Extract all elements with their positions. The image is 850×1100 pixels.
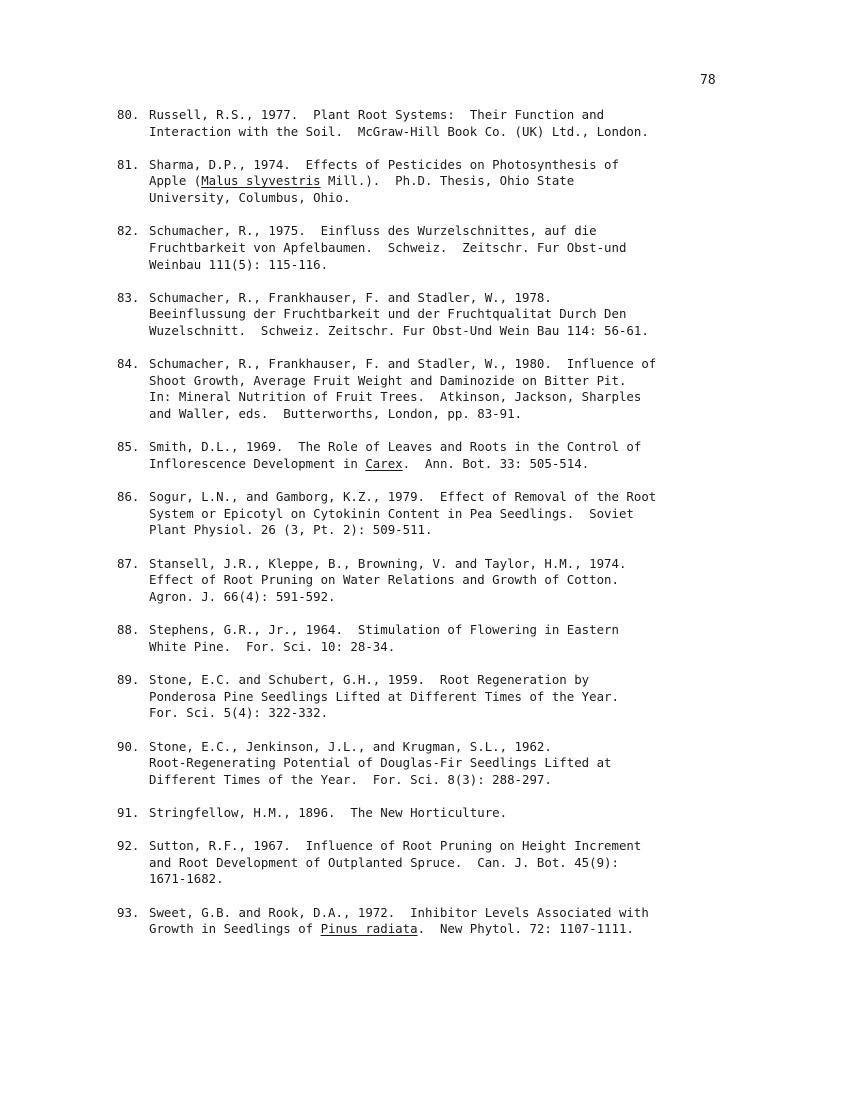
reference-line xyxy=(149,489,737,506)
reference-line xyxy=(149,838,737,855)
reference-text: Interaction with the Soil. McGraw-Hill Book Co. (UK) Ltd., London. xyxy=(149,123,649,139)
reference-text: Different Times of the Year. For. Sci. 8(3): 288-297. xyxy=(149,771,552,787)
reference-text: Growth in Seedlings of xyxy=(149,921,321,937)
reference-text: System or Epicotyl on Cytokinin Content in Pea Seedlings. Soviet xyxy=(149,505,634,521)
reference-line xyxy=(149,622,737,639)
reference-line xyxy=(149,589,737,606)
reference-number: 84. xyxy=(117,356,140,372)
reference-line xyxy=(149,223,737,240)
reference-line xyxy=(149,921,737,938)
reference-number: 83. xyxy=(117,289,140,305)
reference-entry xyxy=(117,157,737,207)
reference-text: Schumacher, R., Frankhauser, F. and Stadler, W., 1980. Influence of xyxy=(149,356,657,372)
reference-text: Apple ( xyxy=(149,173,202,189)
reference-number: 87. xyxy=(117,555,140,571)
reference-number: 89. xyxy=(117,672,140,688)
reference-text: 1671-1682. xyxy=(149,871,224,887)
reference-line xyxy=(149,290,737,307)
reference-number: 85. xyxy=(117,439,140,455)
reference-text: Stone, E.C. and Schubert, G.H., 1959. Root Regeneration by xyxy=(149,672,590,688)
reference-number: 80. xyxy=(117,107,140,122)
reference-text: Sharma, D.P., 1974. Effects of Pesticides on Photosynthesis of xyxy=(149,156,619,172)
reference-text: Schumacher, R., Frankhauser, F. and Stadler, W., 1978. xyxy=(149,289,552,305)
reference-line xyxy=(149,439,737,456)
reference-line xyxy=(149,190,737,207)
reference-entry xyxy=(117,107,737,140)
reference-entry xyxy=(117,838,737,888)
reference-line xyxy=(149,306,737,323)
reference-line xyxy=(149,639,737,656)
reference-line xyxy=(149,389,737,406)
reference-entry xyxy=(117,356,737,422)
reference-entry xyxy=(117,290,737,340)
reference-line xyxy=(149,157,737,174)
reference-line xyxy=(149,855,737,872)
reference-text: and Waller, eds. Butterworths, London, pp. 83-91. xyxy=(149,406,522,422)
reference-text: Effect of Root Pruning on Water Relations and Growth of Cotton. xyxy=(149,572,619,588)
reference-line xyxy=(149,406,737,423)
reference-text: Schumacher, R., 1975. Einfluss des Wurzelschnittes, auf die xyxy=(149,223,597,239)
reference-line xyxy=(149,705,737,722)
reference-line xyxy=(149,739,737,756)
reference-number: 82. xyxy=(117,223,140,239)
reference-number: 90. xyxy=(117,738,140,754)
reference-text: . Ann. Bot. 33: 505-514. xyxy=(402,455,590,471)
reference-text: Stansell, J.R., Kleppe, B., Browning, V. and Taylor, H.M., 1974. xyxy=(149,555,627,571)
reference-text: Inflorescence Development in xyxy=(149,455,366,471)
reference-text: Stone, E.C., Jenkinson, J.L., and Krugman, S.L., 1962. xyxy=(149,738,552,754)
reference-text: Sweet, G.B. and Rook, D.A., 1972. Inhibitor Levels Associated with xyxy=(149,904,649,920)
reference-line xyxy=(149,772,737,789)
page-number: 78 xyxy=(700,73,716,88)
reference-text: University, Columbus, Ohio. xyxy=(149,190,351,206)
reference-line xyxy=(149,107,737,124)
reference-line xyxy=(149,905,737,922)
reference-entry xyxy=(117,489,737,539)
reference-line xyxy=(149,323,737,340)
underlined-species-name: Pinus radiata xyxy=(320,921,418,937)
reference-text: Weinbau 111(5): 115-116. xyxy=(149,256,329,272)
reference-entry xyxy=(117,223,737,273)
reference-line xyxy=(149,755,737,772)
reference-line xyxy=(149,805,737,822)
underlined-species-name: Malus slyvestris xyxy=(201,173,321,189)
reference-number: 86. xyxy=(117,489,140,505)
reference-text: For. Sci. 5(4): 322-332. xyxy=(149,705,329,721)
reference-text: Root-Regenerating Potential of Douglas-Fir Seedlings Lifted at xyxy=(149,755,612,771)
reference-line xyxy=(149,522,737,539)
reference-entry xyxy=(117,905,737,938)
reference-line xyxy=(149,356,737,373)
reference-line xyxy=(149,173,737,190)
reference-entry xyxy=(117,556,737,606)
reference-text: Smith, D.L., 1969. The Role of Leaves and Roots in the Control of xyxy=(149,439,642,455)
reference-text: Agron. J. 66(4): 591-592. xyxy=(149,588,336,604)
reference-text: . New Phytol. 72: 1107-1111. xyxy=(417,921,634,937)
reference-list xyxy=(117,107,737,955)
reference-line xyxy=(149,373,737,390)
reference-text: Shoot Growth, Average Fruit Weight and Daminozide on Bitter Pit. xyxy=(149,372,627,388)
reference-line xyxy=(149,257,737,274)
reference-line xyxy=(149,240,737,257)
underlined-species-name: Carex xyxy=(365,455,403,471)
reference-number: 88. xyxy=(117,622,140,638)
reference-entry xyxy=(117,805,737,822)
reference-line xyxy=(149,871,737,888)
reference-text: Stringfellow, H.M., 1896. The New Horticulture. xyxy=(149,804,508,820)
reference-line xyxy=(149,456,737,473)
reference-line xyxy=(149,689,737,706)
reference-text: Ponderosa Pine Seedlings Lifted at Different Times of the Year. xyxy=(149,688,619,704)
reference-text: Beeinflussung der Fruchtbarkeit und der Fruchtqualitat Durch Den xyxy=(149,306,627,322)
reference-line xyxy=(149,124,737,141)
reference-text: Sutton, R.F., 1967. Influence of Root Pruning on Height Increment xyxy=(149,838,642,854)
reference-number: 91. xyxy=(117,804,140,820)
reference-line xyxy=(149,556,737,573)
reference-text: Wuzelschnitt. Schweiz. Zeitschr. Fur Obst-Und Wein Bau 114: 56-61. xyxy=(149,323,649,338)
reference-text: Mill.). Ph.D. Thesis, Ohio State xyxy=(320,173,575,189)
reference-text: White Pine. For. Sci. 10: 28-34. xyxy=(149,638,396,654)
reference-text: Stephens, G.R., Jr., 1964. Stimulation of Flowering in Eastern xyxy=(149,622,619,638)
reference-entry xyxy=(117,672,737,722)
reference-text: Sogur, L.N., and Gamborg, K.Z., 1979. Effect of Removal of the Root xyxy=(149,489,657,505)
reference-line xyxy=(149,672,737,689)
reference-text: Fruchtbarkeit von Apfelbaumen. Schweiz. Zeitschr. Fur Obst-und xyxy=(149,239,627,255)
reference-text: Russell, R.S., 1977. Plant Root Systems: Their Function and xyxy=(149,107,605,122)
reference-entry xyxy=(117,622,737,655)
reference-line xyxy=(149,572,737,589)
reference-entry xyxy=(117,439,737,472)
reference-number: 81. xyxy=(117,156,140,172)
reference-number: 92. xyxy=(117,838,140,854)
reference-text: In: Mineral Nutrition of Fruit Trees. Atkinson, Jackson, Sharples xyxy=(149,389,642,405)
reference-line xyxy=(149,506,737,523)
reference-number: 93. xyxy=(117,904,140,920)
reference-entry xyxy=(117,739,737,789)
reference-text: Plant Physiol. 26 (3, Pt. 2): 509-511. xyxy=(149,522,433,538)
reference-text: and Root Development of Outplanted Spruce. Can. J. Bot. 45(9): xyxy=(149,854,619,870)
